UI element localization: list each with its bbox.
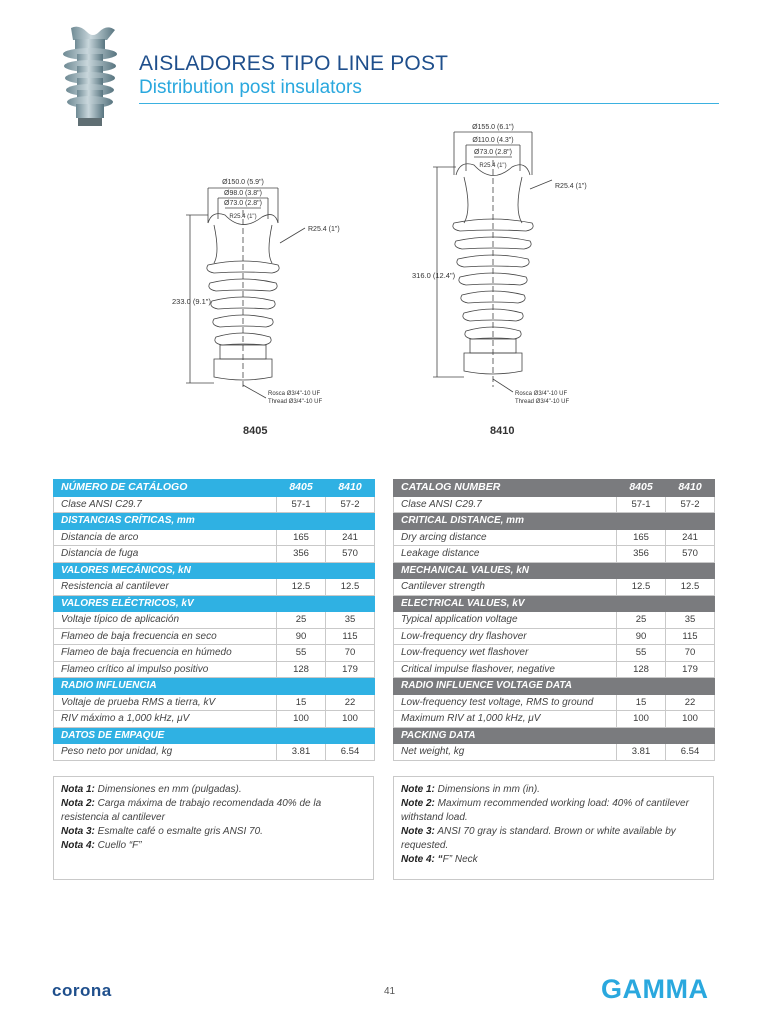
- row-label: Distancia de fuga: [54, 546, 277, 563]
- row-label: Net weight, kg: [394, 744, 617, 761]
- spec-table-es: [53, 479, 375, 761]
- section-header-row: [54, 513, 375, 530]
- drawing-8410: [433, 132, 552, 392]
- dim-left-height: 233.0 (9.1"): [172, 297, 211, 306]
- note-item: [61, 797, 366, 825]
- dim-left-5: R25.4 (1"): [308, 226, 340, 233]
- note-text: Carga máxima de trabajo recomendada 40% de la resistencia al cantilever: [61, 798, 322, 823]
- note-text: ANSI 70 gray is standard. Brown or white available by requested.: [401, 826, 676, 851]
- row-value: 70: [326, 645, 375, 662]
- row-value: 3.81: [277, 744, 326, 761]
- notes-box-es: [53, 776, 374, 880]
- row-value: 35: [666, 612, 715, 629]
- row-value: 115: [666, 628, 715, 645]
- header-catalog-label: CATALOG NUMBER: [394, 480, 617, 497]
- dim-right-1: Ø155.0 (6.1"): [472, 124, 514, 131]
- row-value: 6.54: [666, 744, 715, 761]
- row-value: 90: [277, 628, 326, 645]
- row-value: 179: [326, 661, 375, 678]
- table-row: [54, 661, 375, 678]
- row-label: Clase ANSI C29.7: [394, 496, 617, 513]
- header-model-2: 8410: [326, 480, 375, 497]
- thread-left-es: Rosca Ø3/4"-10 UF: [268, 391, 321, 397]
- note-text: Dimensiones en mm (pulgadas).: [94, 784, 242, 795]
- row-value: 57-2: [666, 496, 715, 513]
- table-row: [54, 711, 375, 728]
- table-row: [54, 546, 375, 563]
- note-label: Nota 3:: [61, 826, 95, 837]
- table-row: [394, 546, 715, 563]
- section-header-row: [394, 513, 715, 530]
- row-value: 100: [326, 711, 375, 728]
- header-model-2: 8410: [666, 480, 715, 497]
- thread-left-en: Thread Ø3/4"-10 UF: [268, 399, 323, 405]
- row-label: Peso neto por unidad, kg: [54, 744, 277, 761]
- dim-left-2: Ø98.0 (3.8"): [224, 190, 262, 197]
- row-label: Low-frequency test voltage, RMS to ground: [394, 694, 617, 711]
- row-label: Voltaje típico de aplicación: [54, 612, 277, 629]
- row-value: 128: [617, 661, 666, 678]
- row-label: Typical application voltage: [394, 612, 617, 629]
- note-label: Note 3:: [401, 826, 435, 837]
- row-value: 12.5: [617, 579, 666, 596]
- table-row: [54, 529, 375, 546]
- row-value: 241: [326, 529, 375, 546]
- table-row: [394, 744, 715, 761]
- row-label: Low-frequency wet flashover: [394, 645, 617, 662]
- table-row: [54, 645, 375, 662]
- row-label: Distancia de arco: [54, 529, 277, 546]
- page-subtitle: Distribution post insulators: [139, 77, 362, 98]
- row-label: Voltaje de prueba RMS a tierra, kV: [54, 694, 277, 711]
- row-value: 100: [617, 711, 666, 728]
- table-header-row: [54, 480, 375, 497]
- row-value: 25: [277, 612, 326, 629]
- note-text: Cuello “F”: [94, 840, 142, 851]
- table-row: [394, 529, 715, 546]
- row-value: 57-1: [277, 496, 326, 513]
- row-value: 15: [617, 694, 666, 711]
- table-row: [54, 496, 375, 513]
- note-item: [61, 825, 366, 839]
- row-value: 6.54: [326, 744, 375, 761]
- header-catalog-label: NÚMERO DE CATÁLOGO: [54, 480, 277, 497]
- insulator-thumbnail: [57, 22, 123, 130]
- row-value: 57-1: [617, 496, 666, 513]
- row-value: 356: [277, 546, 326, 563]
- table-row: [394, 496, 715, 513]
- row-label: Cantilever strength: [394, 579, 617, 596]
- header-model-1: 8405: [617, 480, 666, 497]
- note-label: Note 2:: [401, 798, 435, 809]
- section-header-row: [54, 678, 375, 695]
- row-label: Flameo de baja frecuencia en húmedo: [54, 645, 277, 662]
- note-item: [401, 797, 706, 825]
- table-row: [394, 711, 715, 728]
- table-row: [54, 612, 375, 629]
- table-row: [394, 579, 715, 596]
- row-value: 165: [617, 529, 666, 546]
- note-text: Dimensions in mm (in).: [434, 784, 540, 795]
- row-value: 115: [326, 628, 375, 645]
- note-label: Nota 4:: [61, 840, 95, 851]
- drawing-label-8410: 8410: [490, 425, 515, 437]
- note-label: Nota 2:: [61, 798, 95, 809]
- row-value: 179: [666, 661, 715, 678]
- row-value: 128: [277, 661, 326, 678]
- table-row: [394, 694, 715, 711]
- dim-left-3: Ø73.0 (2.8"): [224, 200, 262, 207]
- note-item: [401, 783, 706, 797]
- note-label: Note 1:: [401, 784, 435, 795]
- header-model-1: 8405: [277, 480, 326, 497]
- drawing-label-8405: 8405: [243, 425, 268, 437]
- row-label: Low-frequency dry flashover: [394, 628, 617, 645]
- page-title: AISLADORES TIPO LINE POST: [139, 52, 449, 75]
- note-label: Note 4: “: [401, 854, 443, 865]
- row-value: 12.5: [326, 579, 375, 596]
- row-value: 3.81: [617, 744, 666, 761]
- row-value: 12.5: [666, 579, 715, 596]
- note-text: Esmalte café o esmalte gris ANSI 70.: [94, 826, 263, 837]
- row-label: Critical impulse flashover, negative: [394, 661, 617, 678]
- row-label: Clase ANSI C29.7: [54, 496, 277, 513]
- section-header-row: [54, 562, 375, 579]
- dim-right-5: R25.4 (1"): [555, 183, 587, 190]
- title-divider: [139, 103, 719, 104]
- row-value: 55: [617, 645, 666, 662]
- spec-table-en: [393, 479, 715, 761]
- row-label: Flameo crítico al impulso positivo: [54, 661, 277, 678]
- section-header-row: [394, 727, 715, 744]
- dim-right-3: Ø73.0 (2.8"): [474, 149, 512, 156]
- dim-right-2: Ø110.0 (4.3"): [472, 137, 514, 144]
- section-title: VALORES MECÁNICOS, kN: [54, 562, 375, 579]
- page-number: 41: [384, 986, 396, 997]
- note-label: Nota 1:: [61, 784, 95, 795]
- row-value: 70: [666, 645, 715, 662]
- section-title: ELECTRICAL VALUES, kV: [394, 595, 715, 612]
- section-title: RADIO INFLUENCIA: [54, 678, 375, 695]
- table-row: [54, 694, 375, 711]
- section-header-row: [394, 595, 715, 612]
- section-header-row: [394, 678, 715, 695]
- table-row: [394, 612, 715, 629]
- row-value: 25: [617, 612, 666, 629]
- table-row: [394, 628, 715, 645]
- row-value: 22: [666, 694, 715, 711]
- row-value: 57-2: [326, 496, 375, 513]
- table-row: [54, 628, 375, 645]
- note-text: F” Neck: [442, 854, 478, 865]
- row-value: 165: [277, 529, 326, 546]
- technical-drawings: [150, 115, 600, 415]
- row-value: 22: [326, 694, 375, 711]
- section-title: DISTANCIAS CRÍTICAS, mm: [54, 513, 375, 530]
- note-item: [401, 853, 706, 867]
- section-title: VALORES ELÉCTRICOS, kV: [54, 595, 375, 612]
- section-title: DATOS DE EMPAQUE: [54, 727, 375, 744]
- dim-right-4: R25.4 (1"): [479, 163, 507, 169]
- row-value: 356: [617, 546, 666, 563]
- row-value: 12.5: [277, 579, 326, 596]
- table-row: [54, 744, 375, 761]
- note-text: Maximum recommended working load: 40% of cantilever withstand load.: [401, 798, 689, 823]
- table-header-row: [394, 480, 715, 497]
- corona-logo: corona: [52, 981, 112, 1000]
- table-row: [54, 579, 375, 596]
- section-title: CRITICAL DISTANCE, mm: [394, 513, 715, 530]
- table-row: [394, 661, 715, 678]
- row-value: 570: [666, 546, 715, 563]
- row-label: Leakage distance: [394, 546, 617, 563]
- section-header-row: [54, 727, 375, 744]
- row-label: Dry arcing distance: [394, 529, 617, 546]
- table-row: [394, 645, 715, 662]
- note-item: [401, 825, 706, 853]
- notes-box-en: [393, 776, 714, 880]
- dim-left-1: Ø150.0 (5.9"): [222, 179, 264, 186]
- note-item: [61, 839, 366, 853]
- section-title: RADIO INFLUENCE VOLTAGE DATA: [394, 678, 715, 695]
- section-title: MECHANICAL VALUES, kN: [394, 562, 715, 579]
- row-label: Maximum RIV at 1,000 kHz, μV: [394, 711, 617, 728]
- row-value: 570: [326, 546, 375, 563]
- thread-right-en: Thread Ø3/4"-10 UF: [515, 399, 570, 405]
- row-value: 35: [326, 612, 375, 629]
- gamma-logo: GAMMA: [601, 974, 709, 1004]
- row-label: Resistencia al cantilever: [54, 579, 277, 596]
- section-header-row: [54, 595, 375, 612]
- row-value: 100: [666, 711, 715, 728]
- row-label: Flameo de baja frecuencia en seco: [54, 628, 277, 645]
- row-value: 55: [277, 645, 326, 662]
- section-title: PACKING DATA: [394, 727, 715, 744]
- row-value: 90: [617, 628, 666, 645]
- row-label: RIV máximo a 1,000 kHz, μV: [54, 711, 277, 728]
- note-item: [61, 783, 366, 797]
- row-value: 241: [666, 529, 715, 546]
- dim-right-height: 316.0 (12.4"): [412, 271, 456, 280]
- row-value: 100: [277, 711, 326, 728]
- row-value: 15: [277, 694, 326, 711]
- thread-right-es: Rosca Ø3/4"-10 UF: [515, 391, 568, 397]
- section-header-row: [394, 562, 715, 579]
- dim-left-4: R25.4 (1"): [229, 214, 257, 220]
